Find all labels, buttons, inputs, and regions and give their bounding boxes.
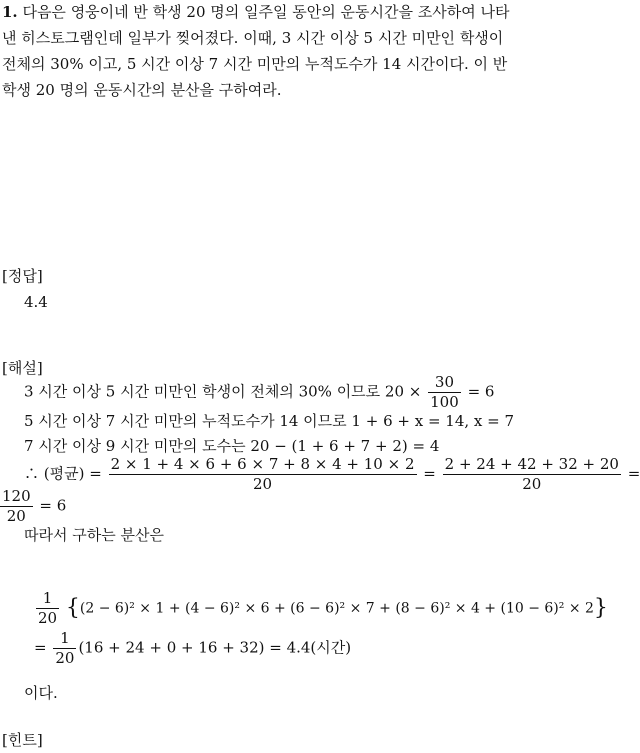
variance-result: = $\frac{1}{20}$ (16 + 24 + 0 + 16 + 32) = 4.4(시간) bbox=[34, 629, 352, 667]
hint-header: [힌트] bbox=[2, 731, 43, 749]
fraction-30-100: $\frac{30}{100}$ bbox=[430, 373, 459, 411]
problem-number: 1. bbox=[2, 3, 18, 21]
solution-mean-result: $\frac{120}{20}$ = 6 bbox=[2, 487, 67, 525]
problem-text-1: 다음은 영웅이네 반 학생 20 명의 일주일 동안의 운동시간을 조사하여 나타 bbox=[22, 3, 510, 21]
solution-line-3: 7 시간 이상 9 시간 미만의 도수는 20 − (1 + 6 + 7 + 2) = 4 bbox=[24, 437, 440, 455]
problem-line-3: 전체의 30% 이고, 5 시간 이상 7 시간 미만의 누적도수가 14 시간이다. 이 반 bbox=[2, 55, 508, 73]
fraction-mean-values: $\frac{2 + 24 + 42 + 32 + 20}{20}$ bbox=[444, 455, 619, 493]
answer-value: 4.4 bbox=[24, 293, 48, 311]
fraction-1-20-b: $\frac{1}{20}$ bbox=[55, 629, 75, 667]
variance-expression: $\frac{1}{20}$ {(2 − 6)² × 1 + (4 − 6)² × 6 + (6 − 6)² × 7 + (8 − 6)² × 4 + (10 − 6)² × 2} bbox=[38, 589, 608, 627]
solution-line-1: 3 시간 이상 5 시간 미만인 학생이 전체의 30% 이므로 20 × $\frac{30}{100}$ = 6 bbox=[24, 373, 495, 411]
solution-mean-line: ∴ (평균) = $\frac{2 \times 1 + 4 \times 6 + 6 \times 7 + 8 \times 4 + 10 \times 2}{20}$ = $\frac{2 + 24 + 42 + 32 + 20}{20}$ = bbox=[24, 455, 640, 493]
solution-closing: 이다. bbox=[24, 684, 58, 702]
answer-header: [정답] bbox=[2, 267, 43, 285]
solution-header: [해설] bbox=[2, 359, 43, 377]
problem-line-4: 학생 20 명의 운동시간의 분산을 구하여라. bbox=[2, 81, 282, 99]
fraction-mean-sum: $\frac{2 \times 1 + 4 \times 6 + 6 \times 7 + 8 \times 4 + 10 \times 2}{20}$ bbox=[110, 455, 415, 493]
problem-line-2: 낸 히스토그램인데 일부가 찢어졌다. 이때, 3 시간 이상 5 시간 미만인 학생이 bbox=[2, 29, 504, 47]
solution-text-1: 3 시간 이상 5 시간 미만인 학생이 전체의 30% 이므로 20 × bbox=[24, 382, 422, 401]
fraction-1-20: $\frac{1}{20}$ bbox=[38, 589, 58, 627]
solution-line-6: 따라서 구하는 분산은 bbox=[24, 526, 164, 544]
problem-line-1 bbox=[2, 0, 509, 25]
solution-line-2: 5 시간 이상 7 시간 미만의 누적도수가 14 이므로 1 + 6 + x = 14, x = 7 bbox=[24, 412, 515, 430]
fraction-120-20: $\frac{120}{20}$ bbox=[2, 487, 31, 525]
